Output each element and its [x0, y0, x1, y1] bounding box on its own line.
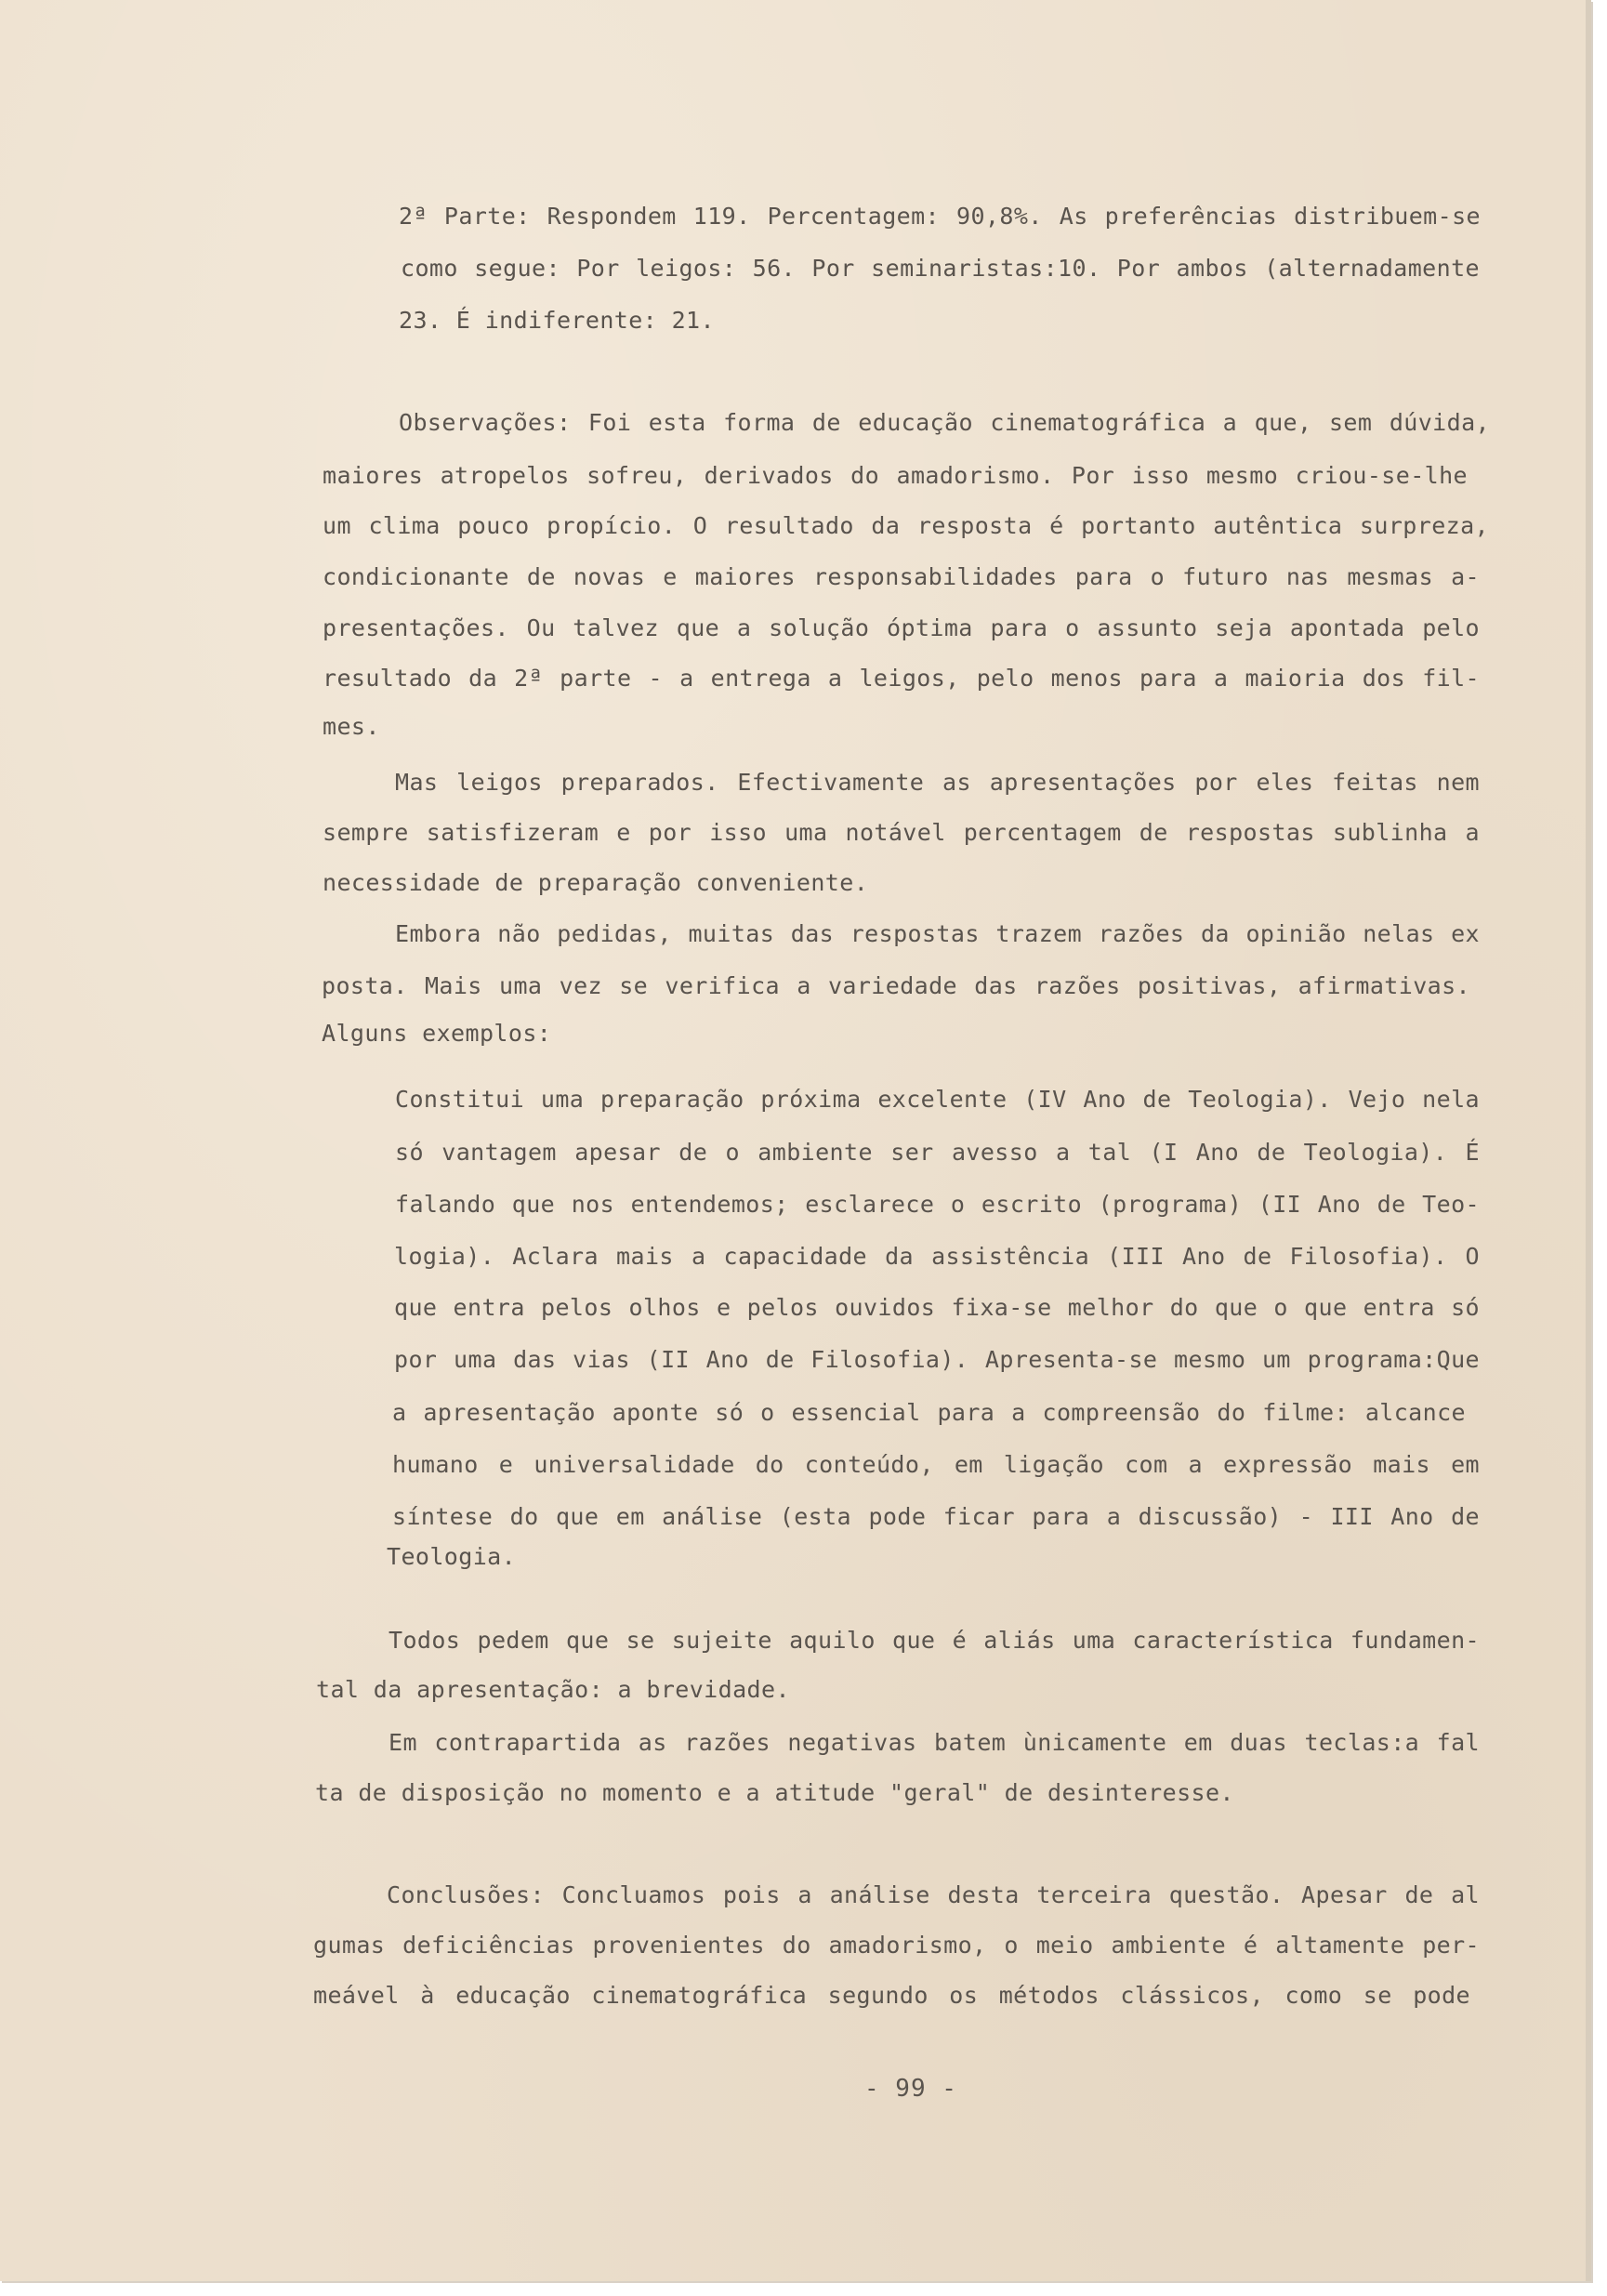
- text-line: como segue: Por leigos: 56. Por seminaristas:10. Por ambos (alternadamente: [401, 255, 1480, 282]
- page-number: - 99 -: [864, 2075, 957, 2103]
- text-line: Constitui uma preparação próxima excelente (IV Ano de Teologia). Vejo nela: [395, 1086, 1480, 1113]
- text-line: por uma das vias (II Ano de Filosofia). Apresenta-se mesmo um programa:Que: [394, 1346, 1480, 1373]
- text-line: tal da apresentação: a brevidade.: [316, 1676, 790, 1703]
- text-line: Alguns exemplos:: [322, 1020, 552, 1047]
- text-line: logia). Aclara mais a capacidade da assistência (III Ano de Filosofia). O: [394, 1243, 1480, 1270]
- text-line: resultado da 2ª parte - a entrega a leigos, pelo menos para a maioria dos fil-: [323, 665, 1480, 692]
- text-line: maiores atropelos sofreu, derivados do amadorismo. Por isso mesmo criou-se-lhe: [323, 462, 1468, 489]
- text-line: posta. Mais uma vez se verifica a variedade das razões positivas, afirmativas.: [322, 972, 1470, 999]
- text-line: Mas leigos preparados. Efectivamente as apresentações por eles feitas nem: [395, 769, 1480, 796]
- text-line: síntese do que em análise (esta pode ficar para a discussão) - III Ano de: [392, 1503, 1480, 1530]
- text-line: gumas deficiências provenientes do amadorismo, o meio ambiente é altamente per-: [313, 1932, 1480, 1959]
- text-line: 23. É indiferente: 21.: [399, 307, 715, 334]
- text-line: condicionante de novas e maiores responsabilidades para o futuro nas mesmas a-: [323, 563, 1480, 590]
- text-line: Conclusões: Concluamos pois a análise desta terceira questão. Apesar de al: [387, 1881, 1480, 1908]
- text-line: humano e universalidade do conteúdo, em ligação com a expressão mais em: [392, 1451, 1480, 1478]
- text-line: falando que nos entendemos; esclarece o escrito (programa) (II Ano de Teo-: [395, 1191, 1480, 1218]
- text-line: mes.: [323, 713, 380, 740]
- text-line: presentações. Ou talvez que a solução óptima para o assunto seja apontada pelo: [323, 614, 1480, 641]
- text-line: 2ª Parte: Respondem 119. Percentagem: 90,8%. As preferências distribuem-se: [399, 203, 1481, 230]
- text-line: Todos pedem que se sujeite aquilo que é aliás uma característica fundamen-: [389, 1627, 1480, 1654]
- text-line: necessidade de preparação conveniente.: [323, 869, 869, 896]
- text-line: a apresentação aponte só o essencial para a compreensão do filme: alcance: [392, 1399, 1466, 1426]
- text-line: sempre satisfizeram e por isso uma notável percentagem de respostas sublinha a: [323, 819, 1480, 846]
- text-line: Em contrapartida as razões negativas batem ùnicamente em duas teclas:a fal: [389, 1729, 1480, 1756]
- text-line: Teologia.: [387, 1543, 517, 1570]
- text-line: Embora não pedidas, muitas das respostas trazem razões da opinião nelas ex: [395, 920, 1480, 947]
- text-line: meável à educação cinematográfica segundo os métodos clássicos, como se pode: [313, 1982, 1470, 2009]
- text-line: que entra pelos olhos e pelos ouvidos fixa-se melhor do que o que entra só: [394, 1294, 1480, 1321]
- text-line: ta de disposição no momento e a atitude "geral" de desinteresse.: [315, 1779, 1234, 1806]
- text-line: Observações: Foi esta forma de educação cinematográfica a que, sem dúvida,: [399, 409, 1490, 436]
- text-line: só vantagem apesar de o ambiente ser avesso a tal (I Ano de Teologia). É: [395, 1139, 1480, 1166]
- text-line: um clima pouco propício. O resultado da resposta é portanto autêntica surpreza,: [323, 512, 1489, 539]
